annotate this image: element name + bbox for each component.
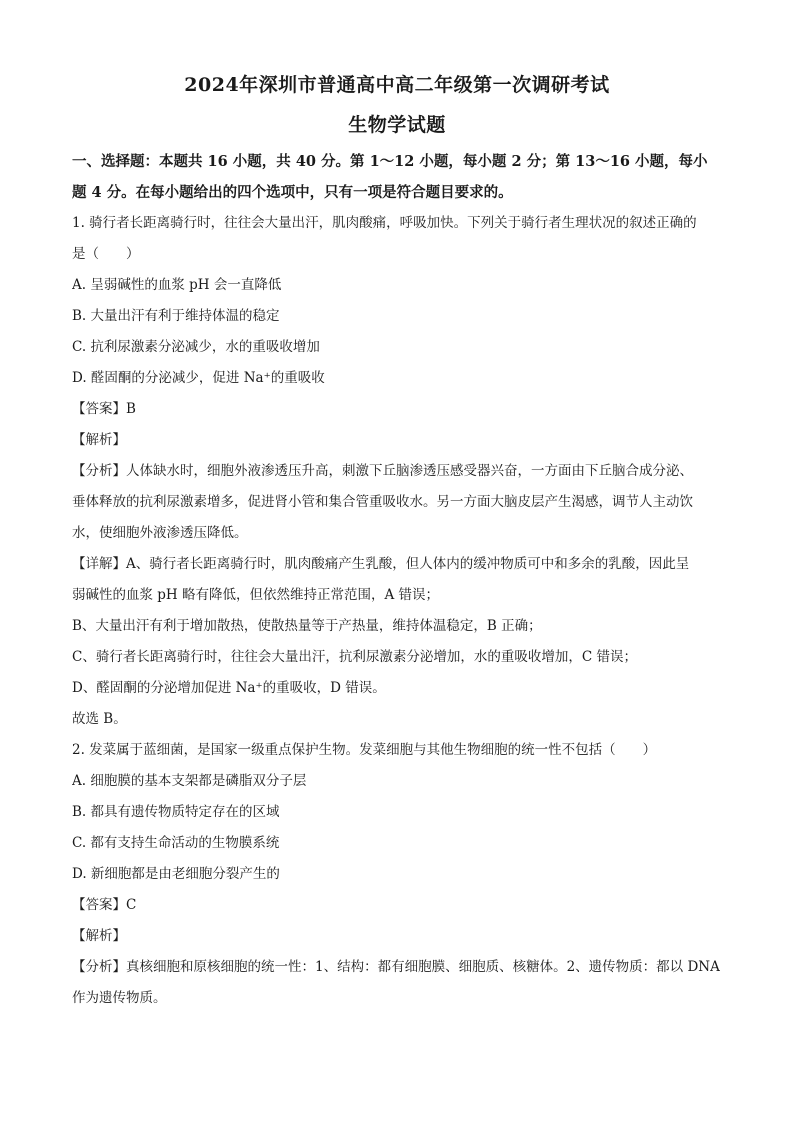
q1-detail-b: B、大量出汗有利于增加散热，使散热量等于产热量，维持体温稳定，B 正确；: [72, 618, 542, 634]
q1-analysis-heading: 【解析】: [72, 432, 126, 448]
q1-option-d: D. 醛固酮的分泌减少，促进 Na⁺的重吸收: [72, 370, 325, 386]
document-body: [72, 146, 728, 1014]
section-instructions-line-2: 题 4 分。在每小题给出的四个选项中，只有一项是符合题目要求的。: [72, 184, 513, 201]
q2-option-d: D. 新细胞都是由老细胞分裂产生的: [72, 866, 280, 882]
q2-option-c: C. 都有支持生命活动的生物膜系统: [72, 835, 280, 851]
q2-fenxi-line-1: 【分析】真核细胞和原核细胞的统一性：1、结构：都有细胞膜、细胞质、核糖体。2、遗传物质：都以 DNA: [72, 959, 720, 975]
q1-stem-line-1: 1. 骑行者长距离骑行时，往往会大量出汗，肌肉酸痛，呼吸加快。下列关于骑行者生理状况的叙述正确的: [72, 215, 697, 231]
q2-option-a: A. 细胞膜的基本支架都是磷脂双分子层: [72, 773, 307, 789]
exam-subtitle: 生物学试题: [348, 114, 446, 136]
q1-fenxi-line-3: 水，使细胞外液渗透压降低。: [72, 525, 248, 541]
exam-title: 2024年深圳市普通高中高二年级第一次调研考试: [184, 74, 610, 96]
q1-conclusion: 故选 B。: [72, 711, 127, 727]
q1-option-a: A. 呈弱碱性的血浆 pH 会一直降低: [72, 277, 282, 293]
q1-detail-line-2: 弱碱性的血浆 pH 略有降低，但依然维持正常范围，A 错误；: [72, 587, 440, 603]
q1-answer: 【答案】B: [72, 401, 136, 417]
q2-option-b: B. 都具有遗传物质特定存在的区域: [72, 804, 280, 820]
q1-detail-c: C、骑行者长距离骑行时，往往会大量出汗，抗利尿激素分泌增加，水的重吸收增加，C 错误；: [72, 649, 637, 665]
q1-detail-d: D、醛固酮的分泌增加促进 Na⁺的重吸收，D 错误。: [72, 680, 386, 696]
q1-option-b: B. 大量出汗有利于维持体温的稳定: [72, 308, 280, 324]
q1-option-c: C. 抗利尿激素分泌减少，水的重吸收增加: [72, 339, 320, 355]
q1-stem-line-2: 是（ ）: [72, 246, 140, 262]
q2-analysis-heading: 【解析】: [72, 928, 126, 944]
q1-detail-line-1: 【详解】A、骑行者长距离骑行时，肌肉酸痛产生乳酸，但人体内的缓冲物质可中和多余的乳酸，因此呈: [72, 556, 690, 572]
q2-stem: 2. 发菜属于蓝细菌，是国家一级重点保护生物。发菜细胞与其他生物细胞的统一性不包括（ ）: [72, 742, 657, 758]
section-instructions-line-1: 一、选择题：本题共 16 小题，共 40 分。第 1～12 小题，每小题 2 分；第 13～16 小题，每小: [72, 153, 708, 170]
q2-fenxi-line-2: 作为遗传物质。: [72, 990, 167, 1006]
q1-fenxi-line-1: 【分析】人体缺水时，细胞外液渗透压升高，刺激下丘脑渗透压感受器兴奋，一方面由下丘脑合成分泌、: [72, 463, 693, 479]
q2-answer: 【答案】C: [72, 897, 137, 913]
q1-fenxi-line-2: 垂体释放的抗利尿激素增多，促进肾小管和集合管重吸收水。另一方面大脑皮层产生渴感，调节人主动饮: [72, 494, 693, 510]
